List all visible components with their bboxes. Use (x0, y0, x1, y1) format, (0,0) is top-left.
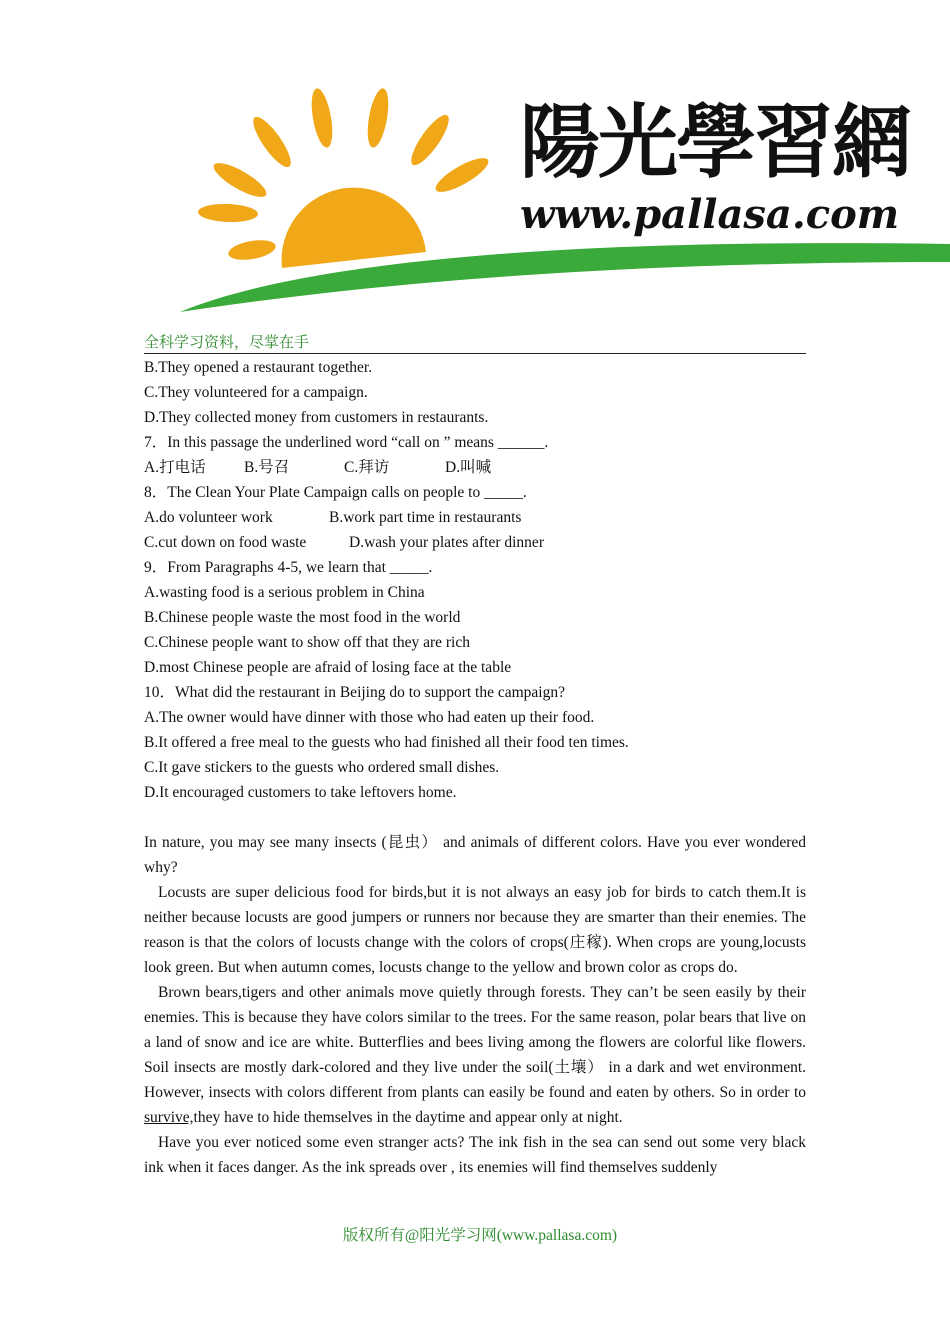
document-body (144, 355, 806, 1180)
q7-option-b: B.号召 (244, 459, 290, 476)
site-banner (0, 0, 950, 330)
footer-copyright: 版权所有@阳光学习网(www.pallasa.com) (342, 1227, 618, 1244)
passage-paragraph-4: Have you ever noticed some even stranger acts? The ink fish in the sea can send out some very black ink when it faces danger. As the ink spreads over , its enemies will find themselves suddenly (144, 1134, 806, 1176)
q8-options-row2 (144, 530, 806, 555)
paragraph-3-text-start: Brown bears,tigers and other animals move quietly through forests. They can’t be seen easily by their enemies. This is because they have colors similar to the trees. For the same reason, polar bears that live on a land of snow and ice are white. Butterflies and bees living among the flowers are colorful like flowers. Soil insects are mostly dark-colored and they live under the soil(土壤） in a dark and wet environment. However, insects with colors different from plants can easily be found and eaten by others. So in order to (144, 984, 806, 1101)
q7-stem: 7．In this passage the underlined word “call on ” means ______. (144, 434, 549, 451)
passage-paragraph-1: In nature, you may see many insects (昆虫） and animals of different colors. Have you ever wondered why? (144, 834, 806, 876)
q7-option-c: C.拜访 (344, 459, 390, 476)
q10-option-d: D.It encouraged customers to take leftovers home. (144, 784, 457, 801)
q6-option-b: B.They opened a restaurant together. (144, 359, 373, 376)
q8-stem: 8．The Clean Your Plate Campaign calls on people to _____. (144, 484, 527, 501)
q9-option-b: B.Chinese people waste the most food in the world (144, 609, 461, 626)
q6-option-d: D.They collected money from customers in restaurants. (144, 409, 489, 426)
q6-option-c: C.They volunteered for a campaign. (144, 384, 368, 401)
q10-option-a: A.The owner would have dinner with those who had eaten up their food. (144, 709, 595, 726)
q7-option-a: A.打电话 (144, 459, 206, 476)
reading-passage (144, 830, 806, 1180)
q7-options (144, 455, 806, 480)
passage-paragraph-2: Locusts are super delicious food for birds,but it is not always an easy job for birds to catch them.It is neither because locusts are good jumpers or runners nor because they are smarter than their enemies. The reason is that the colors of locusts change with the colors of crops(庄稼). When crops are young,locusts look green. But when autumn comes, locusts change to the yellow and brown color as crops do. (144, 884, 806, 976)
q10-option-b: B.It offered a free meal to the guests who had finished all their food ten times. (144, 734, 629, 751)
q10-stem: 10．What did the restaurant in Beijing do to support the campaign? (144, 684, 565, 701)
q8-option-a: A.do volunteer work (144, 509, 273, 526)
q9-option-d: D.most Chinese people are afraid of losing face at the table (144, 659, 512, 676)
header-tagline: 全科学习资料，尽掌在手 (144, 332, 806, 354)
underlined-word-survive: survive, (144, 1109, 194, 1126)
q9-option-a: A.wasting food is a serious problem in China (144, 584, 425, 601)
passage-paragraph-3 (144, 980, 806, 1130)
logo-url: www.pallasa.com (520, 191, 900, 238)
q7-option-d: D.叫喊 (445, 459, 492, 476)
q8-option-b: B.work part time in restaurants (329, 509, 522, 526)
q9-option-c: C.Chinese people want to show off that they are rich (144, 634, 470, 651)
logo-chinese-name: 陽光學習網 (520, 95, 910, 189)
q8-options-row1 (144, 505, 806, 530)
q8-option-c: C.cut down on food waste (144, 534, 307, 551)
q8-option-d: D.wash your plates after dinner (349, 534, 544, 551)
paragraph-3-text-end: they have to hide themselves in the daytime and appear only at night. (193, 1109, 623, 1126)
q10-option-c: C.It gave stickers to the guests who ordered small dishes. (144, 759, 500, 776)
q9-stem: 9．From Paragraphs 4-5, we learn that _____. (144, 559, 433, 576)
page-footer (0, 1225, 950, 1247)
